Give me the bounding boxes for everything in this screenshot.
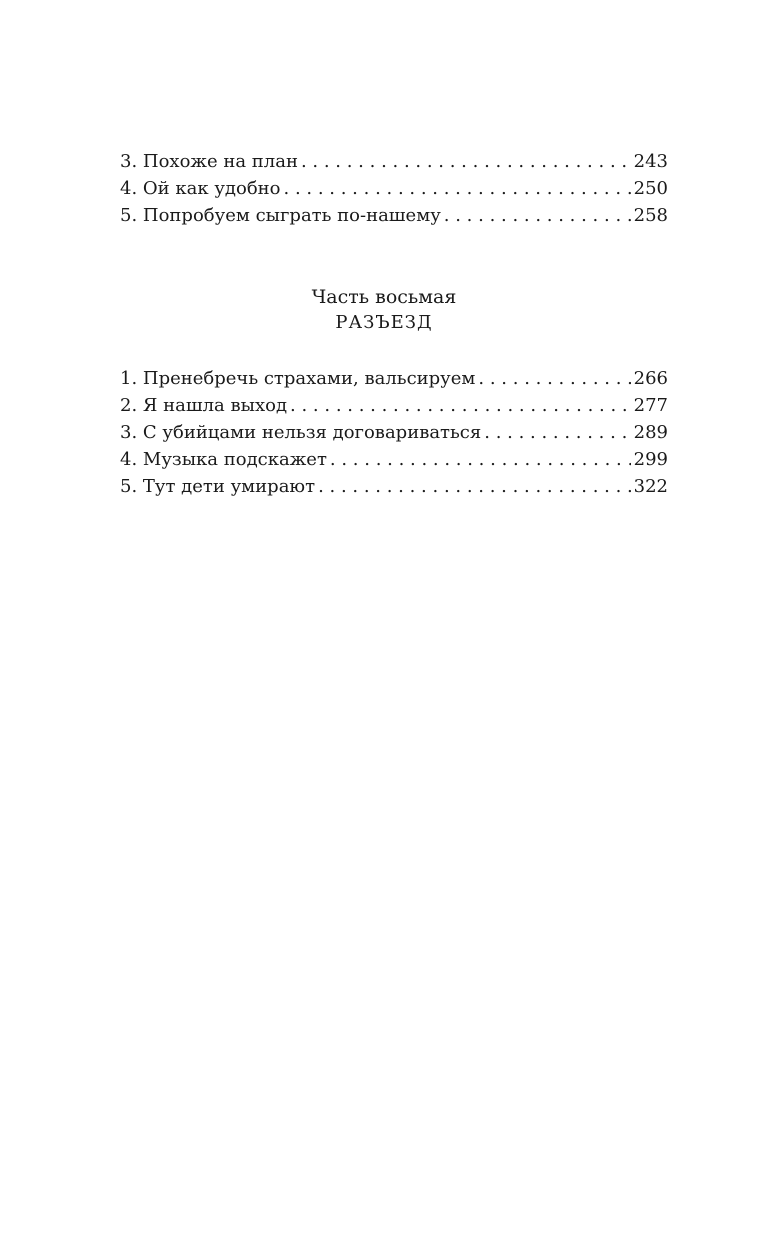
dot-leader: [301, 148, 631, 175]
toc-list-part-eight: [120, 365, 668, 500]
toc-entry-title: 5. Попробуем сыграть по-нашему: [120, 205, 441, 226]
toc-entry[interactable]: [120, 473, 668, 500]
dot-leader: [484, 419, 630, 446]
toc-list-previous-part: [120, 148, 668, 229]
dot-leader: [284, 175, 631, 202]
toc-entry[interactable]: [120, 202, 668, 229]
toc-entry-page: 266: [633, 368, 668, 389]
toc-entry-title: 3. Похоже на план: [120, 151, 298, 172]
toc-entry[interactable]: [120, 392, 668, 419]
toc-entry-page: 250: [633, 178, 668, 199]
toc-entry-page: 258: [633, 205, 668, 226]
dot-leader: [478, 365, 630, 392]
toc-entry-title: 4. Ой как удобно: [120, 178, 281, 199]
toc-entry-title: 1. Пренебречь страхами, вальсируем: [120, 368, 476, 389]
toc-entry-page: 243: [633, 151, 668, 172]
toc-entry-page: 289: [633, 422, 668, 443]
part-label: Часть восьмая: [311, 286, 457, 308]
toc-entry[interactable]: [120, 148, 668, 175]
toc-entry-page: 299: [633, 449, 668, 470]
dot-leader: [318, 473, 631, 500]
toc-entry[interactable]: [120, 419, 668, 446]
part-heading: [0, 284, 768, 336]
toc-entry[interactable]: [120, 446, 668, 473]
dot-leader: [290, 392, 631, 419]
toc-entry-title: 2. Я нашла выход: [120, 395, 288, 416]
part-title: РАЗЪЕЗД: [335, 312, 433, 333]
toc-entry-page: 322: [633, 476, 668, 497]
toc-entry[interactable]: [120, 175, 668, 202]
dot-leader: [444, 202, 631, 229]
toc-entry-title: 4. Музыка подскажет: [120, 449, 327, 470]
dot-leader: [330, 446, 631, 473]
toc-entry-page: 277: [633, 395, 668, 416]
toc-entry[interactable]: [120, 365, 668, 392]
toc-entry-title: 5. Тут дети умирают: [120, 476, 316, 497]
toc-entry-title: 3. С убийцами нельзя договариваться: [120, 422, 482, 443]
